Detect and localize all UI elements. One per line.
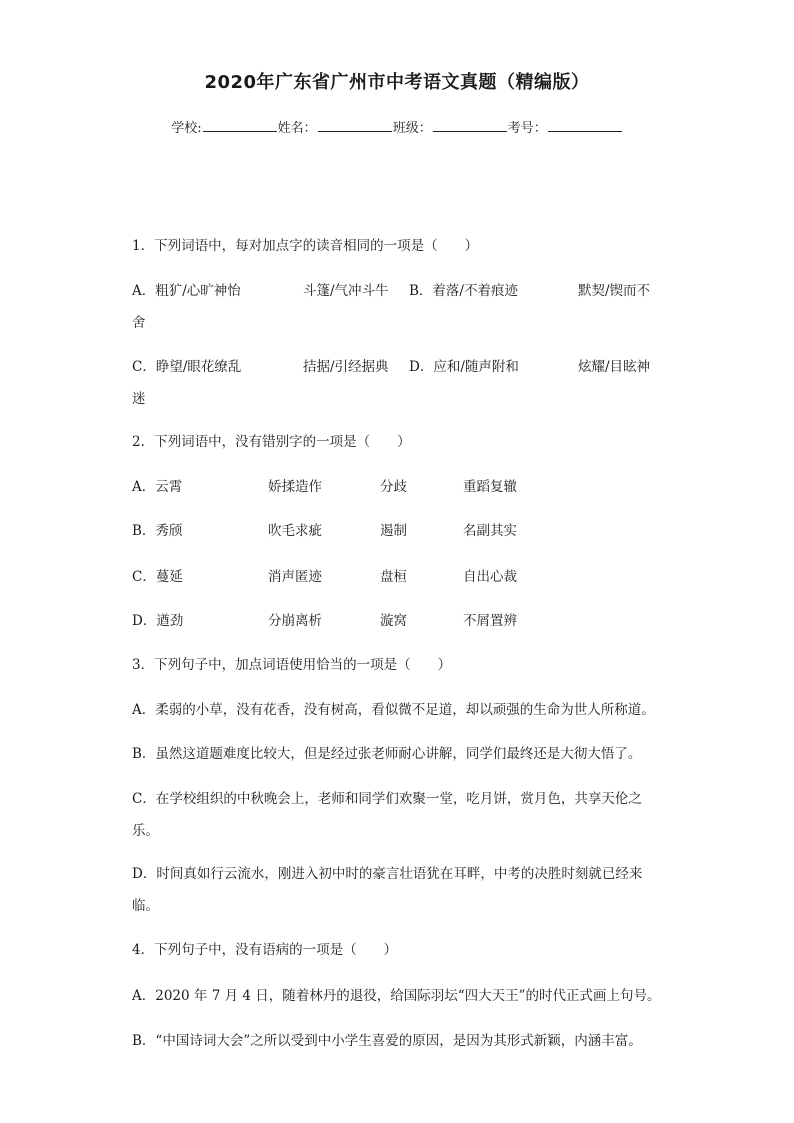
q2-option-d-w1: D．遒劲 bbox=[132, 613, 184, 629]
q2-option-d-w3: 漩窝 bbox=[380, 613, 407, 629]
q2-option-a-w1: A．云霄 bbox=[132, 479, 183, 495]
class-label: 班级： bbox=[392, 121, 432, 136]
q1-option-a-pair2: 斗篷/气冲斗牛 bbox=[303, 283, 389, 299]
q2-stem: 2．下列词语中，没有错别字的一项是（ ） bbox=[132, 434, 411, 450]
student-info-line bbox=[0, 117, 794, 136]
q3-option-c-wrap: 乐。 bbox=[132, 823, 159, 839]
q2-option-b-w4: 名副其实 bbox=[463, 523, 517, 539]
exam-no-label: 考号： bbox=[507, 121, 547, 136]
q2-option-a-w4: 重蹈复辙 bbox=[463, 479, 517, 495]
q1-option-a: A．粗犷/心旷神怡 bbox=[132, 283, 241, 299]
q2-option-c-w3: 盘桓 bbox=[380, 569, 407, 585]
q1-option-b-pair2: 默契/锲而不 bbox=[578, 283, 651, 299]
q3-option-a: A．柔弱的小草，没有花香，没有树高，看似微不足道，却以顽强的生命为世人所称道。 bbox=[132, 702, 655, 718]
name-label: 姓名： bbox=[277, 121, 317, 136]
q1-option-d-pair2: 炫耀/目眩神 bbox=[578, 359, 651, 375]
q2-option-a-w2: 娇揉造作 bbox=[268, 479, 322, 495]
q2-option-b-w2: 吹毛求疵 bbox=[268, 523, 322, 539]
school-blank[interactable] bbox=[203, 119, 277, 132]
q3-option-d: D．时间真如行云流水，刚进入初中时的豪言壮语犹在耳畔，中考的决胜时刻就已经来 bbox=[132, 866, 643, 882]
class-blank[interactable] bbox=[433, 119, 507, 132]
q2-option-d-w2: 分崩离析 bbox=[268, 613, 322, 629]
exam-no-blank[interactable] bbox=[548, 119, 622, 132]
q3-option-d-wrap: 临。 bbox=[132, 898, 159, 914]
q2-option-b-w3: 遏制 bbox=[380, 523, 407, 539]
q1-option-b-wrap: 舍 bbox=[132, 315, 146, 331]
q1-option-d: D．应和/随声附和 bbox=[409, 359, 519, 375]
q1-option-c-pair2: 拮据/引经据典 bbox=[303, 359, 389, 375]
q1-option-d-wrap: 迷 bbox=[132, 391, 146, 407]
q2-option-d-w4: 不屑置辨 bbox=[463, 613, 517, 629]
q2-option-b-w1: B．秀颀 bbox=[132, 523, 183, 539]
q3-stem: 3．下列句子中，加点词语使用恰当的一项是（ ） bbox=[132, 657, 452, 673]
q3-option-b: B．虽然这道题难度比较大，但是经过张老师耐心讲解，同学们最终还是大彻大悟了。 bbox=[132, 746, 642, 762]
q4-option-b: B．“中国诗词大会”之所以受到中小学生喜爱的原因，是因为其形式新颖，内涵丰富。 bbox=[132, 1033, 642, 1049]
q2-option-c-w4: 自出心裁 bbox=[463, 569, 517, 585]
q4-stem: 4．下列句子中，没有语病的一项是（ ） bbox=[132, 942, 398, 958]
page-title: 2020年广东省广州市中考语文真题（精编版） bbox=[204, 72, 590, 93]
q1-option-c: C．睁望/眼花缭乱 bbox=[132, 359, 242, 375]
name-blank[interactable] bbox=[318, 119, 392, 132]
q2-option-c-w1: C．蔓延 bbox=[132, 569, 183, 585]
q2-option-c-w2: 消声匿迹 bbox=[268, 569, 322, 585]
q1-stem: 1．下列词语中，每对加点字的读音相同的一项是（ ） bbox=[132, 238, 479, 254]
q1-option-b: B．着落/不着痕迹 bbox=[409, 283, 518, 299]
q4-option-a: A．2020 年 7 月 4 日，随着林丹的退役，给国际羽坛“四大天王”的时代正式画上句号。 bbox=[132, 988, 661, 1004]
q2-option-a-w3: 分歧 bbox=[380, 479, 407, 495]
q3-option-c: C．在学校组织的中秋晚会上，老师和同学们欢聚一堂，吃月饼，赏月色，共享天伦之 bbox=[132, 791, 642, 807]
school-label: 学校: bbox=[171, 121, 202, 136]
